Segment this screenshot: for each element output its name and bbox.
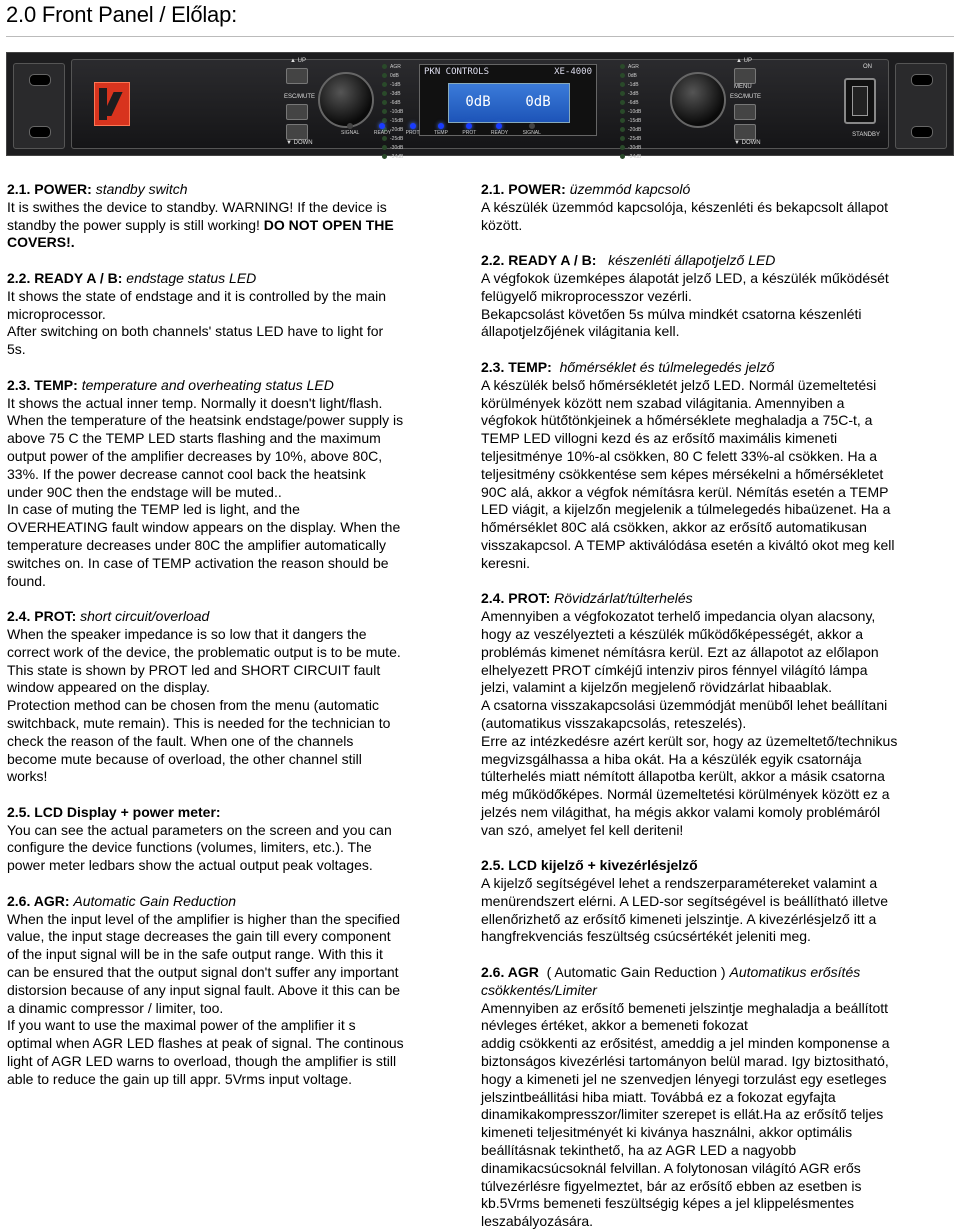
left-rack-ear xyxy=(13,63,65,149)
text-line: Amennyiben az erősítő bemeneti jelszintje meghaladja a beállított xyxy=(481,999,889,1016)
led-label: -1dB xyxy=(628,81,639,88)
text-line: switchback, mute remain). This is needed for the technician to xyxy=(7,714,391,731)
section-prot-hu: 2.4. PROT: Rövidzárlat/túlterhelés xyxy=(481,590,693,607)
text-line: jelszintbeállitási hiba miatt. Továbbá ez a fokozat egyfajta xyxy=(481,1088,836,1105)
text-line: above 75 C the TEMP LED starts flashing and the maximum xyxy=(7,430,381,447)
led-meter-row xyxy=(382,107,416,116)
section-agr-en: 2.6. AGR: Automatic Gain Reduction xyxy=(7,892,237,909)
text-line: túlvezérlésre figyelmeztet, bár az erősítő ebben az esetben is xyxy=(481,1177,862,1194)
brand-text: PKN CONTROLS xyxy=(424,67,490,77)
section-ready-hu: 2.2. READY A / B: készenléti állapotjelző LED xyxy=(481,252,776,269)
text-line: When the speaker impedance is so low that it dangers the xyxy=(7,625,367,642)
led-indicator xyxy=(620,145,625,150)
rack-slot xyxy=(29,126,51,138)
led-meter-row xyxy=(620,116,654,125)
status-led xyxy=(462,123,476,136)
status-led-label: SIGNAL xyxy=(341,130,360,136)
led-indicator xyxy=(382,145,387,150)
status-led-label: PROT xyxy=(405,130,420,136)
model-text: XE-4000 xyxy=(554,67,592,77)
section-temp-hu: 2.3. TEMP: hőmérséklet és túlmelegedés jelző xyxy=(481,358,775,375)
rack-slot xyxy=(911,126,933,138)
led-indicator xyxy=(620,100,625,105)
lcd-level-left: 0dB xyxy=(465,94,491,110)
led-meter-row xyxy=(382,98,416,107)
led-meter-row xyxy=(620,152,654,161)
status-led-label: READY xyxy=(490,130,509,136)
volume-knob-left[interactable] xyxy=(318,72,374,128)
text-line: Protection method can be chosen from the menu (automatic xyxy=(7,697,379,714)
section-temp-en: 2.3. TEMP: temperature and overheating status LED xyxy=(7,376,334,393)
led-meter-row xyxy=(620,98,654,107)
status-led-light xyxy=(496,123,502,129)
text-line: elhelyezett PROT címkéjű intenziv piros fénnyel világító lámpa xyxy=(481,661,868,678)
led-indicator xyxy=(382,91,387,96)
text-line: megvizsgálhassa a hiba okát. Ha a készülék egyik csatornája xyxy=(481,750,862,767)
text-line: a dinamic compressor / limiter, too. xyxy=(7,999,224,1016)
led-label: -15dB xyxy=(628,117,642,124)
text-line: distorsion because of any input signal fault. Above it this can be xyxy=(7,981,401,998)
text-line: found. xyxy=(7,572,46,589)
led-label: AGR xyxy=(390,63,401,70)
esc-mute-button-right[interactable] xyxy=(734,104,756,120)
led-indicator xyxy=(382,64,387,69)
led-meter-row xyxy=(620,107,654,116)
led-label: -34dB xyxy=(390,153,404,160)
text-line: switches on. In case of TEMP activation the reason should be xyxy=(7,554,389,571)
led-label: -30dB xyxy=(628,144,642,151)
text-line: van szó, amelyet fel kell deriteni! xyxy=(481,821,684,838)
led-indicator xyxy=(620,136,625,141)
text-line: A végfokok üzemképes álapotát jelző LED, a készülék működését xyxy=(481,269,889,286)
up-button-right[interactable] xyxy=(734,68,756,84)
section-ready-en: 2.2. READY A / B: endstage status LED xyxy=(7,269,257,286)
led-meter-row xyxy=(382,71,416,80)
led-meter-right xyxy=(620,62,654,161)
text-line: névleges értéket, akkor a bemeneti fokozat xyxy=(481,1017,748,1034)
led-meter-row xyxy=(382,62,416,71)
status-led-light xyxy=(379,123,385,129)
text-line: microprocessor. xyxy=(7,305,106,322)
text-line: hangfrekvenciás feszültség csúcsértékét jeleniti meg. xyxy=(481,928,811,945)
text-line: under 90C then the endstage will be muted.. xyxy=(7,483,282,500)
text-line: csökkentés/Limiter xyxy=(481,981,597,998)
led-meter-row xyxy=(382,152,416,161)
esc-mute-button-left[interactable] xyxy=(286,104,308,120)
title-divider xyxy=(6,36,954,37)
led-meter-row xyxy=(620,134,654,143)
text-line: ellenőrizhető az erősítő kimeneti jelszintje. A kivezérlésjelző itt a xyxy=(481,910,877,927)
status-led-row xyxy=(341,123,541,136)
text-line: (automatikus visszakapcsolás, reteszelés). xyxy=(481,714,747,731)
text-line: dinamikacsúcsoknál felvillan. A folytonosan világító AGR erős xyxy=(481,1159,861,1176)
text-line: output power of the amplifier decreases by 10%, above 80C, xyxy=(7,447,383,464)
led-label: -3dB xyxy=(628,90,639,97)
section-power-en: 2.1. POWER: standby switch xyxy=(7,181,188,197)
text-line: A készülék üzemmód kapcsolója, készenléti és bekapcsolt állapot xyxy=(481,198,888,215)
status-led xyxy=(434,123,448,136)
down-label-left: ▼ DOWN xyxy=(286,140,313,146)
text-line: light of AGR LED warns to overload, though the amplifier is still xyxy=(7,1053,397,1070)
status-led-label: TEMP xyxy=(434,130,448,136)
text-line: biztonságos kivezérlési tartományon belül marad. Igy biztositható, xyxy=(481,1053,889,1070)
text-line: még működőképes. Normál üzemeltetési körülmények között ez a xyxy=(481,786,890,803)
text-line: When the input level of the amplifier is higher than the specified xyxy=(7,910,401,927)
led-indicator xyxy=(382,154,387,159)
led-meter-row xyxy=(620,89,654,98)
text-line: állapotjelzőjének világitania kell. xyxy=(481,323,680,340)
up-label-right: ▲ UP xyxy=(736,58,752,64)
led-label: -25dB xyxy=(628,135,642,142)
led-meter-left xyxy=(382,62,416,161)
status-led-light xyxy=(466,123,472,129)
lcd-header xyxy=(424,67,592,79)
text-line: OVERHEATING fault window appears on the display. When the xyxy=(7,519,401,536)
standby-switch[interactable] xyxy=(844,78,876,124)
led-meter-row xyxy=(620,62,654,71)
text-line: works! xyxy=(7,768,48,785)
led-label: -1dB xyxy=(390,81,401,88)
status-led xyxy=(341,123,359,136)
led-meter-row xyxy=(620,80,654,89)
text-line: jelzés nem világithat, ha mégis akkor valami komoly problémáról xyxy=(481,803,881,820)
status-led xyxy=(374,123,391,136)
led-label: -25dB xyxy=(390,135,404,142)
text-line: value, the input stage decreases the gain till every component xyxy=(7,928,391,945)
section-power-hu: 2.1. POWER: üzemmód kapcsoló xyxy=(481,181,691,197)
text-line: optimal when AGR LED flashes at peak of signal. The continous xyxy=(7,1035,404,1052)
text-line: hogy a kimeneti jel ne szenvedjen lényegi torzulást egy esetleges xyxy=(481,1070,887,1087)
down-button-right[interactable] xyxy=(734,124,756,140)
text-line: hőmérséklet 80C alá csökken, akkor az erősítő automatikusan xyxy=(481,519,867,536)
text-line: power meter ledbars show the actual output peak voltages. xyxy=(7,857,373,874)
text-line: In case of muting the TEMP led is light, and the xyxy=(7,501,300,518)
led-meter-row xyxy=(382,89,416,98)
led-meter-row xyxy=(382,80,416,89)
text-line: kimeneti teljesitményét ki kiványa használni, akkor optimális xyxy=(481,1124,853,1141)
status-led xyxy=(491,123,508,136)
lcd-level-right: 0dB xyxy=(525,94,551,110)
esc-label-right: ESC/MUTE xyxy=(730,94,762,100)
status-led-label: PROT xyxy=(462,130,477,136)
led-indicator xyxy=(382,100,387,105)
menu-label-right: MENU xyxy=(734,84,752,90)
status-led xyxy=(523,123,541,136)
right-rack-ear xyxy=(895,63,947,149)
led-meter-row xyxy=(382,143,416,152)
text-line: visszakapcsol. A TEMP aktiválódása esetén a kiváltó okot meg kell xyxy=(481,536,895,553)
led-indicator xyxy=(382,82,387,87)
page-title: 2.0 Front Panel / Előlap: xyxy=(6,2,238,27)
text-line: Bekapcsolást követően 5s múlva mindkét csatorna készenléti xyxy=(481,305,862,322)
brand-logo xyxy=(94,82,130,126)
down-label-right: ▼ DOWN xyxy=(734,140,761,146)
text-line: menürendszert elérni. A LED-sor segítségével is beállítható illetve xyxy=(481,892,888,909)
led-indicator xyxy=(382,136,387,141)
text-line: It shows the actual inner temp. Normally it doesn't light/flash. xyxy=(7,394,383,411)
text-line: able to reduce the gain up till appr. 5Vrms input voltage. xyxy=(7,1070,353,1087)
section-prot-en: 2.4. PROT: short circuit/overload xyxy=(7,608,210,625)
led-label: 0dB xyxy=(390,72,399,79)
switch-on-label: ON xyxy=(863,64,872,70)
text-line: 90C alá, akkor a végfok némításra kerül. Némítás esetén a TEMP xyxy=(481,483,889,500)
text-line: It is swithes the device to standby. WARNING! If the device is xyxy=(7,198,387,215)
up-label-left: ▲ UP xyxy=(290,58,306,64)
text-line: A csatorna visszakapcsolási üzemmódját menüből lehet beállítani xyxy=(481,697,888,714)
status-led-light xyxy=(347,123,353,129)
led-label: -10dB xyxy=(390,108,404,115)
text-line: LED viágit, a kijelzőn megjelenik a túlmelegedés hibaüzenet. Ha a xyxy=(481,501,891,518)
text-line: When the temperature of the heatsink endstage/power supply is xyxy=(7,412,404,429)
led-indicator xyxy=(620,109,625,114)
status-led-light xyxy=(410,123,416,129)
text-line: This state is shown by PROT led and SHORT CIRCUIT fault xyxy=(7,661,381,678)
led-indicator xyxy=(382,73,387,78)
text-line: keresni. xyxy=(481,554,531,571)
text-line: 33%. If the power decrease cannot cool back the heatsink xyxy=(7,465,366,482)
led-indicator xyxy=(620,154,625,159)
led-label: -6dB xyxy=(390,99,401,106)
text-line: addig csökkenti az erősitést, ameddig a jel minden komponense a xyxy=(481,1035,890,1052)
led-label: -15dB xyxy=(390,117,404,124)
led-label: -30dB xyxy=(390,144,404,151)
text-line: It shows the state of endstage and it is controlled by the main xyxy=(7,287,386,304)
text-line: can be ensured that the output signal don't suffer any important xyxy=(7,964,399,981)
text-line: végfokok hütőtönkjeinek a hőmérséklete meghaladja a 75C-t, a xyxy=(481,412,873,429)
led-indicator xyxy=(620,91,625,96)
led-label: -10dB xyxy=(628,108,642,115)
text-line: become mute because of overload, the other channel still xyxy=(7,750,362,767)
text-line: Amennyiben a végfokozatot terhelő impedancia olyan alacsony, xyxy=(481,608,876,625)
led-indicator xyxy=(620,118,625,123)
text-line: teljesitmény csökkentése sem képes mérsékelni a hőmérsékletet xyxy=(481,465,884,482)
up-button-left[interactable] xyxy=(286,68,308,84)
status-led-light xyxy=(529,123,535,129)
text-line: of the input signal will be in the safe output range. With this it xyxy=(7,946,383,963)
text-line: Erre az intézkedésre azért került sor, hogy az üzemeltető/technikus xyxy=(481,732,898,749)
text-line: között. xyxy=(481,216,523,233)
text-line: körülmények között nem szabad világitania. Amennyiben a xyxy=(481,394,845,411)
section-lcd-en: 2.5. LCD Display + power meter: xyxy=(7,803,221,820)
led-indicator xyxy=(620,73,625,78)
text-line: hogy az veszélyezteti a készülék működőképességét, akkor a xyxy=(481,625,864,642)
text-line: window appeared on the display. xyxy=(7,679,210,696)
text-line: teljesitménye 10%-al csökken, 80 C felett 33%-al csökken. Ha a xyxy=(481,447,878,464)
front-panel-image xyxy=(6,52,954,160)
text-line: beállításnak tekinthető, ha az AGR LED a nagyobb xyxy=(481,1142,797,1159)
led-label: -20dB xyxy=(390,126,404,133)
text-line: If you want to use the maximal power of the amplifier it s xyxy=(7,1017,356,1034)
lcd-screen xyxy=(448,83,570,123)
led-indicator xyxy=(620,82,625,87)
text-line: You can see the actual parameters on the screen and you can xyxy=(7,821,392,838)
led-label: 0dB xyxy=(628,72,637,79)
led-label: -20dB xyxy=(628,126,642,133)
text-line: problémás kimenet némításra kerül. Ezt az állapotot az előlapon xyxy=(481,643,879,660)
status-led xyxy=(406,123,420,136)
text-line: configure the device functions (volumes, limiters, etc.). The xyxy=(7,839,372,856)
led-label: -3dB xyxy=(390,90,401,97)
led-meter-row xyxy=(620,125,654,134)
volume-knob-right[interactable] xyxy=(670,72,726,128)
text-line: standby the power supply is still working! DO NOT OPEN THE xyxy=(7,216,394,233)
hungarian-column xyxy=(481,181,956,1231)
led-meter-row xyxy=(620,71,654,80)
led-indicator xyxy=(382,109,387,114)
led-meter-row xyxy=(620,143,654,152)
text-line: túlterhelés miatt némított állapotba került, akkor a másik csatorna xyxy=(481,768,885,785)
text-line: A készülék belső hőmérsékletét jelző LED. Normál üzemeltetési xyxy=(481,376,877,393)
text-line: TEMP LED villogni kezd és az erősítő maximális kimeneti xyxy=(481,430,838,447)
text-line: leszabályozására. xyxy=(481,1213,594,1230)
text-line: After switching on both channels' status LED have to light for xyxy=(7,323,384,340)
text-line: dinamikakompresszor/limiter szerepet is ellát.Ha az erősítő teljes xyxy=(481,1106,884,1123)
rack-slot xyxy=(29,74,51,86)
status-led-light xyxy=(438,123,444,129)
text-line: 5s. xyxy=(7,341,26,358)
led-indicator xyxy=(620,127,625,132)
text-line: correct work of the device, the problematic output is to be mute. xyxy=(7,643,401,660)
rack-slot xyxy=(911,74,933,86)
text-line: A kijelző segítségével lehet a rendszerparamétereket valamint a xyxy=(481,875,878,892)
led-label: -34dB xyxy=(628,153,642,160)
led-label: AGR xyxy=(628,63,639,70)
text-line: COVERS!. xyxy=(7,234,75,251)
text-line: jelzi, valamint a kijelzőn megjelenő rövidzárlat hibaablak. xyxy=(481,679,832,696)
english-column xyxy=(7,181,472,1089)
section-lcd-hu: 2.5. LCD kijelző + kivezérlésjelző xyxy=(481,857,698,874)
text-line: temperature decreases under 80C the amplifier automatically xyxy=(7,536,386,553)
section-agr-hu: 2.6. AGR ( Automatic Gain Reduction ) Automatikus erősítés xyxy=(481,964,861,981)
led-label: -6dB xyxy=(628,99,639,106)
esc-label-left: ESC/MUTE xyxy=(284,94,316,100)
status-led-label: READY xyxy=(373,130,392,136)
text-line: kb.5Vrms bemeneti feszültségig képes a jel klippelésmentes xyxy=(481,1195,855,1212)
standby-label: STANDBY xyxy=(852,132,880,138)
down-button-left[interactable] xyxy=(286,124,308,140)
status-led-label: SIGNAL xyxy=(522,130,541,136)
led-indicator xyxy=(620,64,625,69)
text-line: check the reason of the fault. When one of the channels xyxy=(7,732,354,749)
text-line: felügyelő mikroprocesszor vezérli. xyxy=(481,287,692,304)
